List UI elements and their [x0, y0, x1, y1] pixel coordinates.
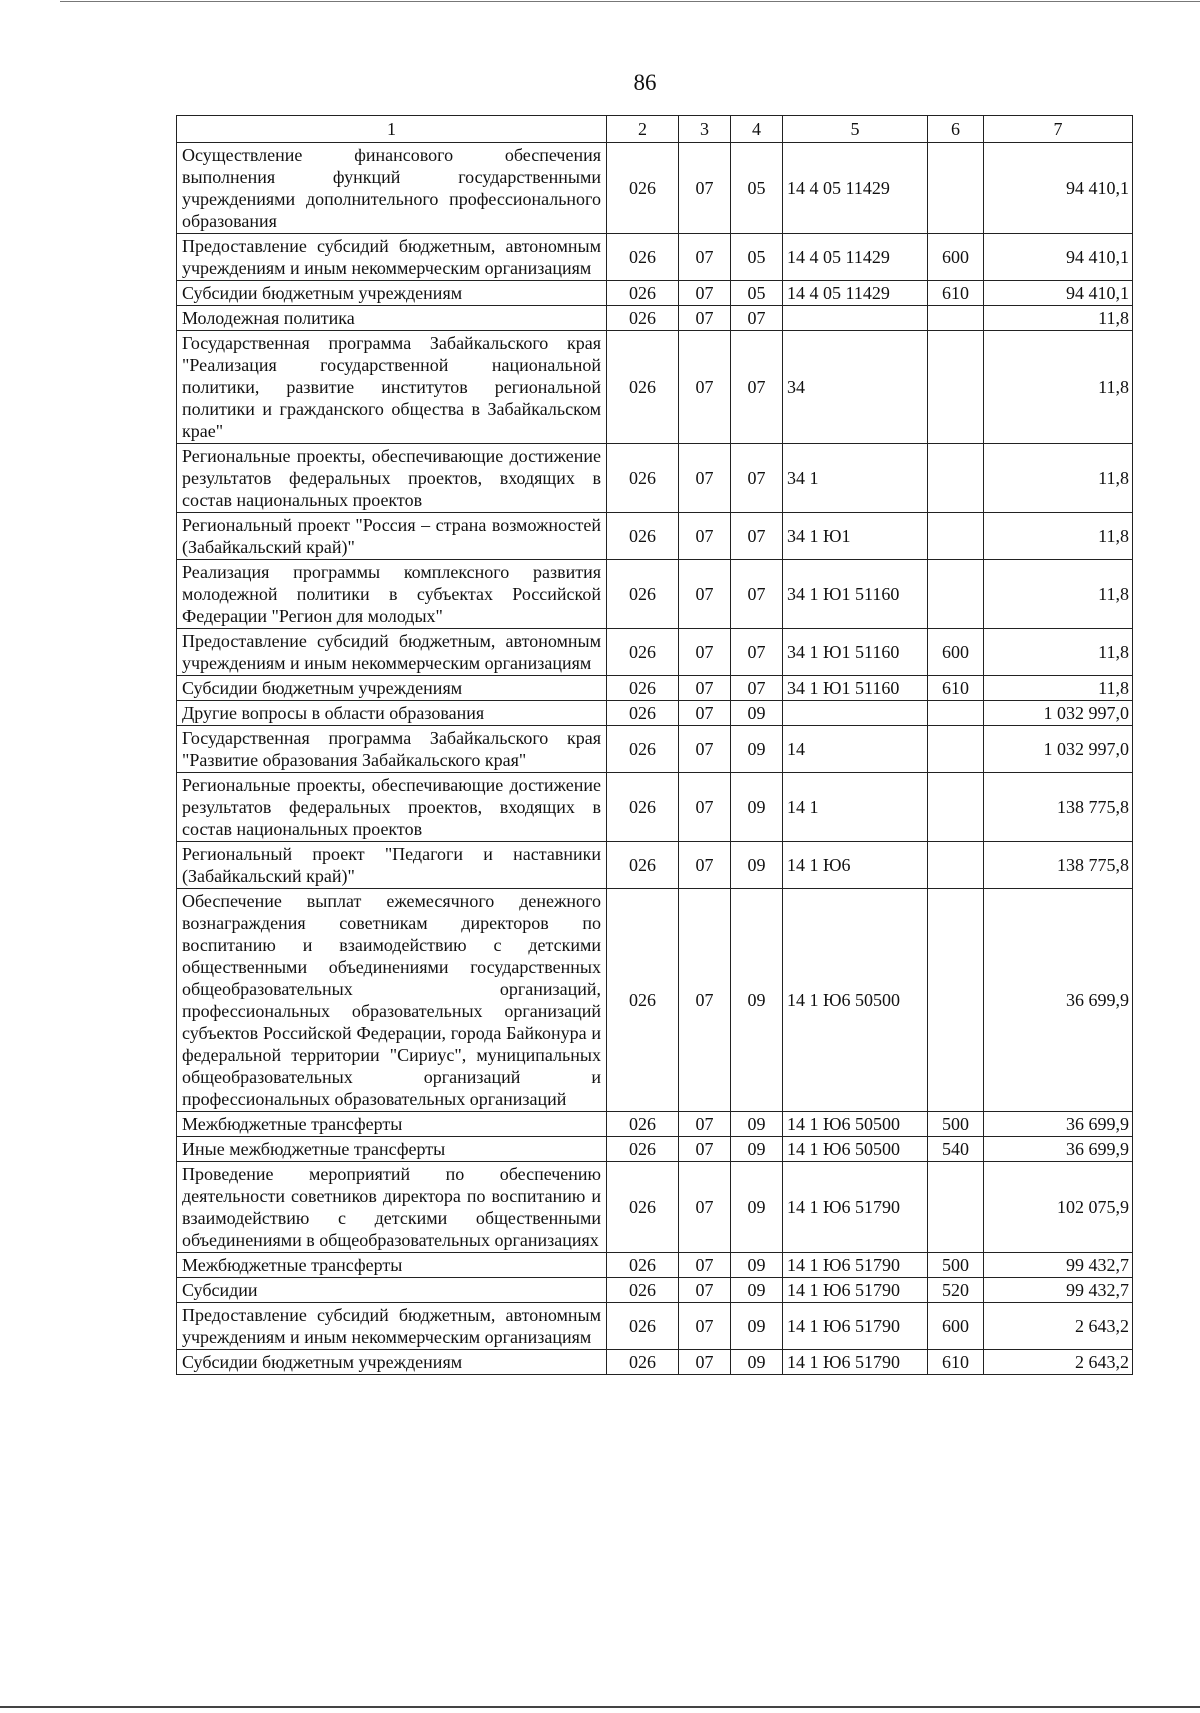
row-amount-cell: 99 432,7: [984, 1253, 1133, 1278]
row-name-cell: Межбюджетные трансферты: [177, 1112, 607, 1137]
row-amount-cell: 99 432,7: [984, 1278, 1133, 1303]
scan-bottom-edge: [0, 1706, 1200, 1708]
row-section-cell: 07: [679, 676, 731, 701]
table-row: [177, 444, 1133, 513]
row-name-cell: Субсидии бюджетным учреждениям: [177, 281, 607, 306]
row-section-cell: 07: [679, 1278, 731, 1303]
row-target-article-cell: 14 1 Ю6 51790: [783, 1278, 928, 1303]
row-subsection-cell: 09: [731, 889, 783, 1112]
row-target-article-cell: 14 1 Ю6 50500: [783, 889, 928, 1112]
row-amount-cell: 102 075,9: [984, 1162, 1133, 1253]
row-section-cell: 07: [679, 281, 731, 306]
row-gov-code-cell: 026: [607, 513, 679, 560]
scan-top-edge: [60, 1, 1200, 2]
row-section-cell: 07: [679, 1162, 731, 1253]
row-subsection-cell: 09: [731, 773, 783, 842]
row-expense-type-cell: 500: [928, 1112, 984, 1137]
header-cell-5: 5: [783, 116, 928, 143]
row-expense-type-cell: [928, 560, 984, 629]
row-gov-code-cell: 026: [607, 1350, 679, 1375]
row-target-article-cell: 34 1 Ю1: [783, 513, 928, 560]
row-section-cell: 07: [679, 1253, 731, 1278]
row-name-cell: Региональный проект "Педагоги и наставники (Забайкальский край)": [177, 842, 607, 889]
table-row: [177, 1278, 1133, 1303]
row-name-cell: Предоставление субсидий бюджетным, автономным учреждениям и иным некоммерческим организациям: [177, 629, 607, 676]
header-cell-7: 7: [984, 116, 1133, 143]
table-body: [177, 143, 1133, 1375]
row-expense-type-cell: 540: [928, 1137, 984, 1162]
row-section-cell: 07: [679, 331, 731, 444]
row-subsection-cell: 07: [731, 676, 783, 701]
row-subsection-cell: 07: [731, 560, 783, 629]
row-amount-cell: 94 410,1: [984, 281, 1133, 306]
row-expense-type-cell: 610: [928, 676, 984, 701]
row-gov-code-cell: 026: [607, 143, 679, 234]
table-row: [177, 560, 1133, 629]
row-gov-code-cell: 026: [607, 1303, 679, 1350]
row-amount-cell: 11,8: [984, 560, 1133, 629]
row-expense-type-cell: [928, 773, 984, 842]
row-name-cell: Иные межбюджетные трансферты: [177, 1137, 607, 1162]
row-subsection-cell: 09: [731, 726, 783, 773]
row-target-article-cell: 14 1 Ю6: [783, 842, 928, 889]
row-expense-type-cell: [928, 331, 984, 444]
row-target-article-cell: 34 1 Ю1 51160: [783, 560, 928, 629]
row-expense-type-cell: 520: [928, 1278, 984, 1303]
row-section-cell: 07: [679, 1137, 731, 1162]
row-subsection-cell: 09: [731, 1253, 783, 1278]
row-expense-type-cell: [928, 444, 984, 513]
page-number: 86: [633, 70, 657, 95]
row-amount-cell: 138 775,8: [984, 842, 1133, 889]
row-section-cell: 07: [679, 726, 731, 773]
table-row: [177, 306, 1133, 331]
row-name-cell: Предоставление субсидий бюджетным, автономным учреждениям и иным некоммерческим организациям: [177, 1303, 607, 1350]
table-row: [177, 1137, 1133, 1162]
table-row: [177, 1112, 1133, 1137]
row-amount-cell: 11,8: [984, 331, 1133, 444]
row-gov-code-cell: 026: [607, 676, 679, 701]
row-name-cell: Региональные проекты, обеспечивающие достижение результатов федеральных проектов, входящих в состав национальных проектов: [177, 444, 607, 513]
row-amount-cell: 2 643,2: [984, 1303, 1133, 1350]
row-target-article-cell: [783, 701, 928, 726]
row-target-article-cell: 14 1 Ю6 50500: [783, 1112, 928, 1137]
row-gov-code-cell: 026: [607, 560, 679, 629]
row-section-cell: 07: [679, 629, 731, 676]
row-expense-type-cell: 600: [928, 1303, 984, 1350]
row-name-cell: Субсидии бюджетным учреждениям: [177, 676, 607, 701]
row-expense-type-cell: [928, 143, 984, 234]
table-row: [177, 889, 1133, 1112]
row-section-cell: 07: [679, 1303, 731, 1350]
row-expense-type-cell: [928, 842, 984, 889]
table-row: [177, 701, 1133, 726]
row-expense-type-cell: [928, 726, 984, 773]
row-expense-type-cell: [928, 306, 984, 331]
table-row: [177, 1253, 1133, 1278]
row-gov-code-cell: 026: [607, 306, 679, 331]
table-row: [177, 513, 1133, 560]
budget-table: [176, 115, 1133, 1375]
row-subsection-cell: 09: [731, 1350, 783, 1375]
row-gov-code-cell: 026: [607, 889, 679, 1112]
row-amount-cell: 1 032 997,0: [984, 701, 1133, 726]
table-row: [177, 234, 1133, 281]
header-cell-6: 6: [928, 116, 984, 143]
row-target-article-cell: 14 1 Ю6 51790: [783, 1253, 928, 1278]
row-expense-type-cell: 500: [928, 1253, 984, 1278]
table-row: [177, 281, 1133, 306]
table-row: [177, 1303, 1133, 1350]
row-target-article-cell: 14: [783, 726, 928, 773]
row-gov-code-cell: 026: [607, 331, 679, 444]
row-amount-cell: 11,8: [984, 306, 1133, 331]
row-amount-cell: 2 643,2: [984, 1350, 1133, 1375]
row-target-article-cell: 14 1 Ю6 51790: [783, 1162, 928, 1253]
row-subsection-cell: 09: [731, 1112, 783, 1137]
row-name-cell: Государственная программа Забайкальского края "Реализация государственной национальной политики, развитие институтов региональной политики и гражданского общества в Забайкальском крае": [177, 331, 607, 444]
table-row: [177, 842, 1133, 889]
row-section-cell: 07: [679, 701, 731, 726]
row-name-cell: Региональные проекты, обеспечивающие достижение результатов федеральных проектов, входящих в состав национальных проектов: [177, 773, 607, 842]
row-target-article-cell: 34 1: [783, 444, 928, 513]
header-cell-2: 2: [607, 116, 679, 143]
row-expense-type-cell: 610: [928, 1350, 984, 1375]
row-subsection-cell: 05: [731, 281, 783, 306]
row-subsection-cell: 07: [731, 331, 783, 444]
row-expense-type-cell: 600: [928, 234, 984, 281]
row-expense-type-cell: [928, 889, 984, 1112]
row-gov-code-cell: 026: [607, 1278, 679, 1303]
row-section-cell: 07: [679, 513, 731, 560]
row-target-article-cell: 14 1 Ю6 51790: [783, 1350, 928, 1375]
row-expense-type-cell: [928, 1162, 984, 1253]
row-expense-type-cell: 610: [928, 281, 984, 306]
row-gov-code-cell: 026: [607, 1253, 679, 1278]
row-amount-cell: 94 410,1: [984, 234, 1133, 281]
row-subsection-cell: 09: [731, 701, 783, 726]
row-subsection-cell: 09: [731, 1137, 783, 1162]
row-section-cell: 07: [679, 143, 731, 234]
row-name-cell: Осуществление финансового обеспечения выполнения функций государственными учреждениями дополнительного профессионального образования: [177, 143, 607, 234]
row-gov-code-cell: 026: [607, 701, 679, 726]
row-subsection-cell: 09: [731, 1162, 783, 1253]
row-section-cell: 07: [679, 1112, 731, 1137]
row-amount-cell: 138 775,8: [984, 773, 1133, 842]
row-subsection-cell: 05: [731, 143, 783, 234]
row-name-cell: Обеспечение выплат ежемесячного денежного вознаграждения советникам директоров по воспитанию и взаимодействию с детскими общественными объединениями государственных общеобразовательных организаций, профессиональных образовательных организаций субъектов Российской Федерации, города Байконура и федеральной территории "Сириус", муниципальных общеобразовательных организаций и профессиональных образовательных организаций: [177, 889, 607, 1112]
table-row: [177, 143, 1133, 234]
row-name-cell: Проведение мероприятий по обеспечению деятельности советников директора по воспитанию и взаимодействию с детскими общественными объединениями в общеобразовательных организациях: [177, 1162, 607, 1253]
row-amount-cell: 11,8: [984, 444, 1133, 513]
row-subsection-cell: 07: [731, 306, 783, 331]
row-gov-code-cell: 026: [607, 1137, 679, 1162]
row-gov-code-cell: 026: [607, 629, 679, 676]
row-expense-type-cell: 600: [928, 629, 984, 676]
row-gov-code-cell: 026: [607, 444, 679, 513]
row-expense-type-cell: [928, 701, 984, 726]
row-target-article-cell: 14 4 05 11429: [783, 281, 928, 306]
row-name-cell: Субсидии бюджетным учреждениям: [177, 1350, 607, 1375]
header-cell-3: 3: [679, 116, 731, 143]
row-section-cell: 07: [679, 444, 731, 513]
row-name-cell: Государственная программа Забайкальского края "Развитие образования Забайкальского края": [177, 726, 607, 773]
row-target-article-cell: 14 4 05 11429: [783, 143, 928, 234]
row-target-article-cell: 14 1 Ю6 50500: [783, 1137, 928, 1162]
header-row: [177, 116, 1133, 143]
row-section-cell: 07: [679, 842, 731, 889]
row-name-cell: Субсидии: [177, 1278, 607, 1303]
row-subsection-cell: 09: [731, 1303, 783, 1350]
row-amount-cell: 36 699,9: [984, 1137, 1133, 1162]
table-row: [177, 773, 1133, 842]
row-name-cell: Региональный проект "Россия – страна возможностей (Забайкальский край)": [177, 513, 607, 560]
row-subsection-cell: 07: [731, 629, 783, 676]
row-section-cell: 07: [679, 306, 731, 331]
row-gov-code-cell: 026: [607, 1112, 679, 1137]
row-amount-cell: 1 032 997,0: [984, 726, 1133, 773]
row-target-article-cell: 14 1 Ю6 51790: [783, 1303, 928, 1350]
row-target-article-cell: 14 1: [783, 773, 928, 842]
row-section-cell: 07: [679, 889, 731, 1112]
row-name-cell: Молодежная политика: [177, 306, 607, 331]
table-row: [177, 676, 1133, 701]
row-gov-code-cell: 026: [607, 773, 679, 842]
row-subsection-cell: 09: [731, 842, 783, 889]
row-subsection-cell: 09: [731, 1278, 783, 1303]
row-section-cell: 07: [679, 1350, 731, 1375]
table-row: [177, 1350, 1133, 1375]
header-cell-1: 1: [177, 116, 607, 143]
row-section-cell: 07: [679, 560, 731, 629]
row-name-cell: Другие вопросы в области образования: [177, 701, 607, 726]
header-cell-4: 4: [731, 116, 783, 143]
row-subsection-cell: 07: [731, 444, 783, 513]
row-gov-code-cell: 026: [607, 234, 679, 281]
row-target-article-cell: 34 1 Ю1 51160: [783, 676, 928, 701]
row-amount-cell: 11,8: [984, 513, 1133, 560]
row-subsection-cell: 07: [731, 513, 783, 560]
table-row: [177, 629, 1133, 676]
row-target-article-cell: 34 1 Ю1 51160: [783, 629, 928, 676]
row-name-cell: Межбюджетные трансферты: [177, 1253, 607, 1278]
row-subsection-cell: 05: [731, 234, 783, 281]
row-section-cell: 07: [679, 773, 731, 842]
table-row: [177, 331, 1133, 444]
row-name-cell: Реализация программы комплексного развития молодежной политики в субъектах Российской Федерации "Регион для молодых": [177, 560, 607, 629]
row-gov-code-cell: 026: [607, 281, 679, 306]
row-amount-cell: 36 699,9: [984, 889, 1133, 1112]
row-gov-code-cell: 026: [607, 726, 679, 773]
table-row: [177, 726, 1133, 773]
table-row: [177, 1162, 1133, 1253]
row-amount-cell: 36 699,9: [984, 1112, 1133, 1137]
row-section-cell: 07: [679, 234, 731, 281]
row-amount-cell: 11,8: [984, 629, 1133, 676]
row-target-article-cell: 34: [783, 331, 928, 444]
row-target-article-cell: [783, 306, 928, 331]
row-amount-cell: 11,8: [984, 676, 1133, 701]
row-amount-cell: 94 410,1: [984, 143, 1133, 234]
row-gov-code-cell: 026: [607, 842, 679, 889]
row-gov-code-cell: 026: [607, 1162, 679, 1253]
row-expense-type-cell: [928, 513, 984, 560]
row-target-article-cell: 14 4 05 11429: [783, 234, 928, 281]
row-name-cell: Предоставление субсидий бюджетным, автономным учреждениям и иным некоммерческим организациям: [177, 234, 607, 281]
